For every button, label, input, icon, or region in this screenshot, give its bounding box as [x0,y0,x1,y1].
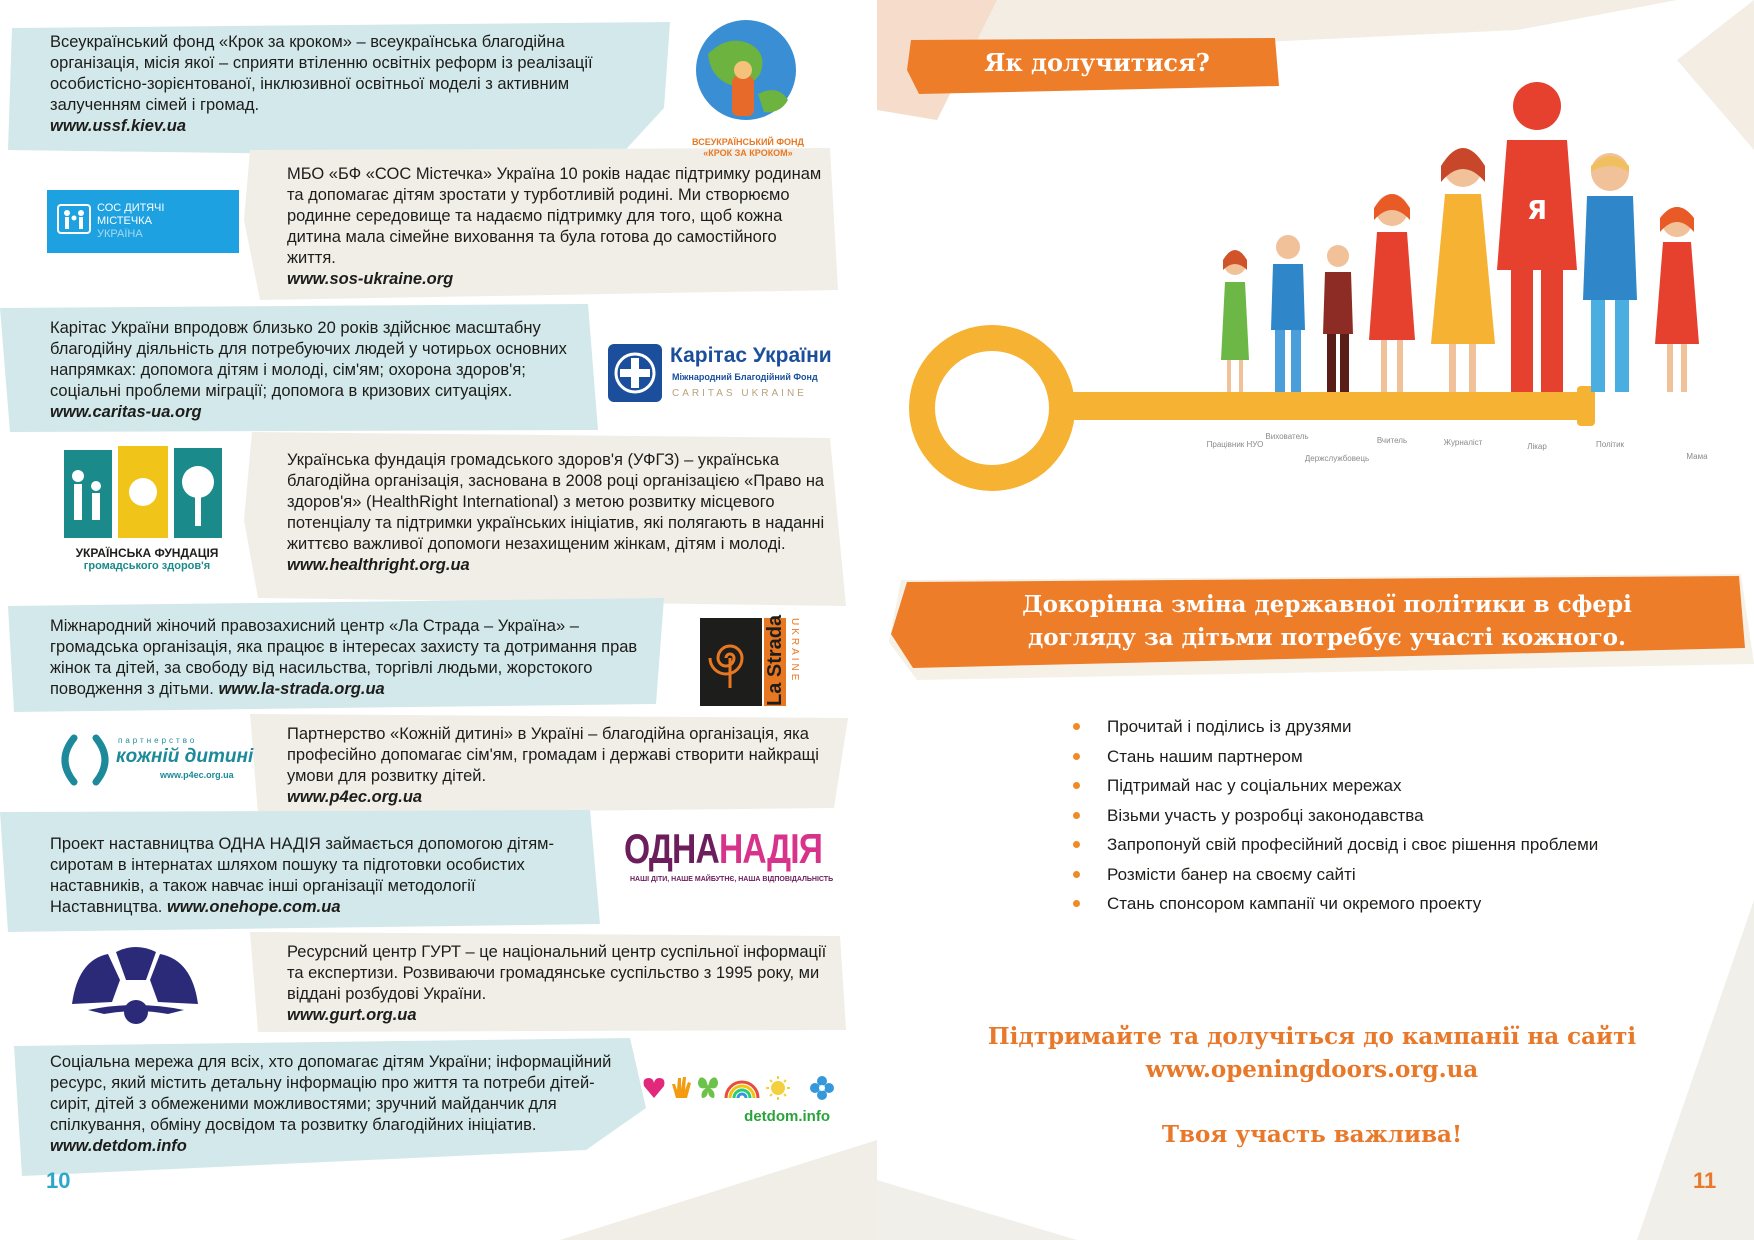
org-detdom [50,1052,628,1157]
page-number-left: 10 [46,1168,71,1193]
page-number-right: 11 [1693,1168,1717,1193]
org-onehope-text: Проект наставництва ОДНА НАДІЯ займається допомогою дітям-сиротам в інтернатах шляхом пошуку та підготовки особистих наставників, а також навчає інші організації методології Наставництва. [50,835,555,916]
right-page [877,0,1754,1240]
org-onehope [50,834,560,918]
cta-block [917,1020,1707,1151]
role-label: Журналіст [1443,438,1483,447]
sos-logo-line3: УКРАЇНА [97,228,143,240]
page-heading: Як долучитися? [984,48,1210,77]
lastrada-logo [700,614,804,706]
p4ec-logo [52,734,252,786]
banner-line1: Докорінна зміна державної політики в сфері [1022,591,1632,618]
key-illustration [922,82,1699,478]
sos-family-icon [57,204,91,234]
lastrada-logo-name: La Strada [764,614,786,706]
ussf-logo [688,14,808,156]
cta-line3: Твоя участь важлива! [1161,1121,1463,1148]
gurt-logo [68,940,204,1026]
org-onehope-url[interactable]: www.onehope.com.ua [166,898,341,916]
role-label: Вихователь [1265,432,1309,441]
action-item: Підтримай нас у соціальних мережах [1073,771,1713,801]
org-sos-url[interactable]: www.sos-ukraine.org [287,270,454,288]
main-banner-text [917,588,1737,654]
role-label: Держслужбовець [1304,454,1370,463]
action-item: Розмісти банер на своєму сайті [1073,860,1713,890]
caritas-cross-icon [608,344,662,402]
org-ufgz [287,450,832,576]
globe-icon [688,14,808,132]
top-right-decor [1677,0,1754,150]
p4ec-logo-name: кожній дитині [116,746,254,767]
onehope-logo-a: ОДНА [624,825,719,872]
ufgz-logo [62,446,232,576]
org-p4ec-text: Партнерство «Кожній дитині» в Україні – благодійна організація, яка професійно допомагає сім'ям, громадам і державі створити найкращі умови для розвитку дітей. [287,725,819,785]
p4ec-brackets-icon [52,734,118,786]
sun-icon [771,1081,785,1095]
org-caritas [50,318,590,423]
org-ufgz-text: Українська фундація громадського здоров'я (УФГЗ) – українська благодійна організація, заснована в 2008 році організацією «Право на здоров'я» (HealthRight International) з метою розвитку місцевого потенціалу та підтримки українських ініціатив, які полягають в наданні життєво важливої допомоги незахищеним жінкам, дітям і молоді. [287,451,825,553]
p4ec-logo-url: www.p4ec.org.ua [160,770,234,780]
banner-line2: догляду за дітьми потребує участі кожного. [1027,624,1627,651]
caritas-logo-en: CARITAS UKRAINE [672,388,807,399]
heart-icon [644,1078,665,1098]
onehope-logo-sub: НАШІ ДІТИ, НАШЕ МАЙБУТНЄ, НАША ВІДПОВІДАЛЬНІСТЬ [630,876,834,883]
ussf-logo-text: ВСЕУКРАЇНСЬКИЙ ФОНД «КРОК ЗА КРОКОМ» [692,137,804,158]
org-ussf [50,32,610,137]
butterfly-icon [698,1077,718,1098]
p4ec-logo-top: партнерство [118,736,198,745]
org-ussf-text: Всеукраїнський фонд «Крок за кроком» – всеукраїнська благодійна організація, місія якої – сприяти втіленню освітніх реформ із реалізації особистісно-зорієнтованої, інклюзивної освітньої моделі з активним залученням сімей і громад. [50,33,593,114]
lastrada-spiral-icon [706,628,754,688]
sos-logo [47,190,239,253]
action-item: Візьми участь у розробці законодавства [1073,801,1713,831]
key-shaft [1055,392,1593,420]
hand-icon [672,1077,691,1098]
role-label: Мама [1686,452,1708,461]
role-label: Політик [1595,440,1625,449]
org-gurt [287,942,842,1026]
lastrada-logo-side: UKRAINE [789,618,800,684]
org-sos-text: МБО «БФ «СОС Містечка» Україна 10 років надає підтримку родинам та допомагає дітям зростати у турботливій родині. Ми створюємо родинне середовище та надаємо підтримку для того, щоб кожна дитина мала сімейне виховання та була готова до самостійного життя. [287,165,822,267]
ufgz-logo-line1: УКРАЇНСЬКА ФУНДАЦІЯ [75,546,219,560]
ufgz-logo-line2: громадського здоров'я [83,560,211,572]
action-list [1073,712,1713,919]
gurt-emblem-icon [68,940,204,1026]
key-figure-label: Я [1526,196,1548,226]
detdom-logo-text: detdom.info [744,1108,830,1125]
org-detdom-url[interactable]: www.detdom.info [50,1137,187,1155]
caritas-logo [608,342,844,404]
role-label: Лікар [1527,442,1547,451]
action-item: Прочитай і поділись із друзями [1073,712,1713,742]
family-figures [1221,82,1699,392]
org-p4ec-url[interactable]: www.p4ec.org.ua [287,788,423,806]
action-item: Запропонуй свій професійний досвід і своє рішення проблеми [1073,830,1713,860]
org-lastrada-text: Міжнародний жіночий правозахисний центр «Ла Страда – Україна» – громадська організація, яка працює в інтересах захисту та дотримання прав жінок та дітей, за свободу від насильства, торгівлі людьми, жорстокого поводження з дітьми. [50,617,638,698]
role-label: Вчитель [1376,436,1408,445]
org-lastrada [50,616,655,700]
detdom-icons [642,1074,838,1102]
org-ufgz-url[interactable]: www.healthright.org.ua [287,556,470,574]
caritas-logo-name: Карітас України [670,344,832,367]
detdom-logo [642,1074,838,1130]
sos-logo-line2: МІСТЕЧКА [97,215,152,227]
org-lastrada-url[interactable]: www.la-strada.org.ua [218,680,385,698]
org-caritas-text: Карітас України впродовж близько 20 років здійснює масштабну благодійну діяльність для потребуючих людей у чотирьох основних напрямках: допомога дітям і молоді, сім'ям; охорона здоров'я; соціальні проблеми міграції; допомога в кризових ситуаціях. [50,319,567,400]
org-p4ec [287,724,832,808]
ufgz-emblem-icon [64,446,224,542]
cta-line1: Підтримайте та долучіться до кампанії на сайті [987,1023,1637,1050]
role-label: Працівник НУО [1206,440,1264,449]
key-ring [922,338,1062,478]
org-gurt-text: Ресурсний центр ГУРТ – це національний центр суспільної інформації та експертизи. Розвиваючи громадянське суспільство з 1995 року, ми віддані розбудові України. [287,943,827,1003]
org-detdom-text: Соціальна мережа для всіх, хто допомагає дітям України; інформаційний ресурс, який містить детальну інформацію про життя та потреби дітей-сиріт, дітей з обмеженими можливостями; зручний майданчик для спілкування, обміну досвідом та розвитку благодійних ініціатив. [50,1053,612,1134]
org-ussf-url[interactable]: www.ussf.kiev.ua [50,117,187,135]
onehope-logo [624,826,844,892]
org-gurt-url[interactable]: www.gurt.org.ua [287,1006,417,1024]
cta-website-link[interactable]: www.openingdoors.org.ua [1145,1056,1479,1083]
onehope-logo-name [624,826,822,872]
action-item: Стань нашим партнером [1073,742,1713,772]
bottom-left-decor [877,1180,1077,1240]
onehope-logo-b: НАДІЯ [718,825,823,872]
action-item: Стань спонсором кампанії чи окремого проекту [1073,889,1713,919]
org-sos [287,164,827,290]
org-caritas-url[interactable]: www.caritas-ua.org [50,403,202,421]
caritas-logo-sub: Міжнародний Благодійний Фонд [672,372,818,382]
sos-logo-line1: СОС ДИТЯЧІ [97,202,165,214]
sos-logo-text [97,202,164,241]
